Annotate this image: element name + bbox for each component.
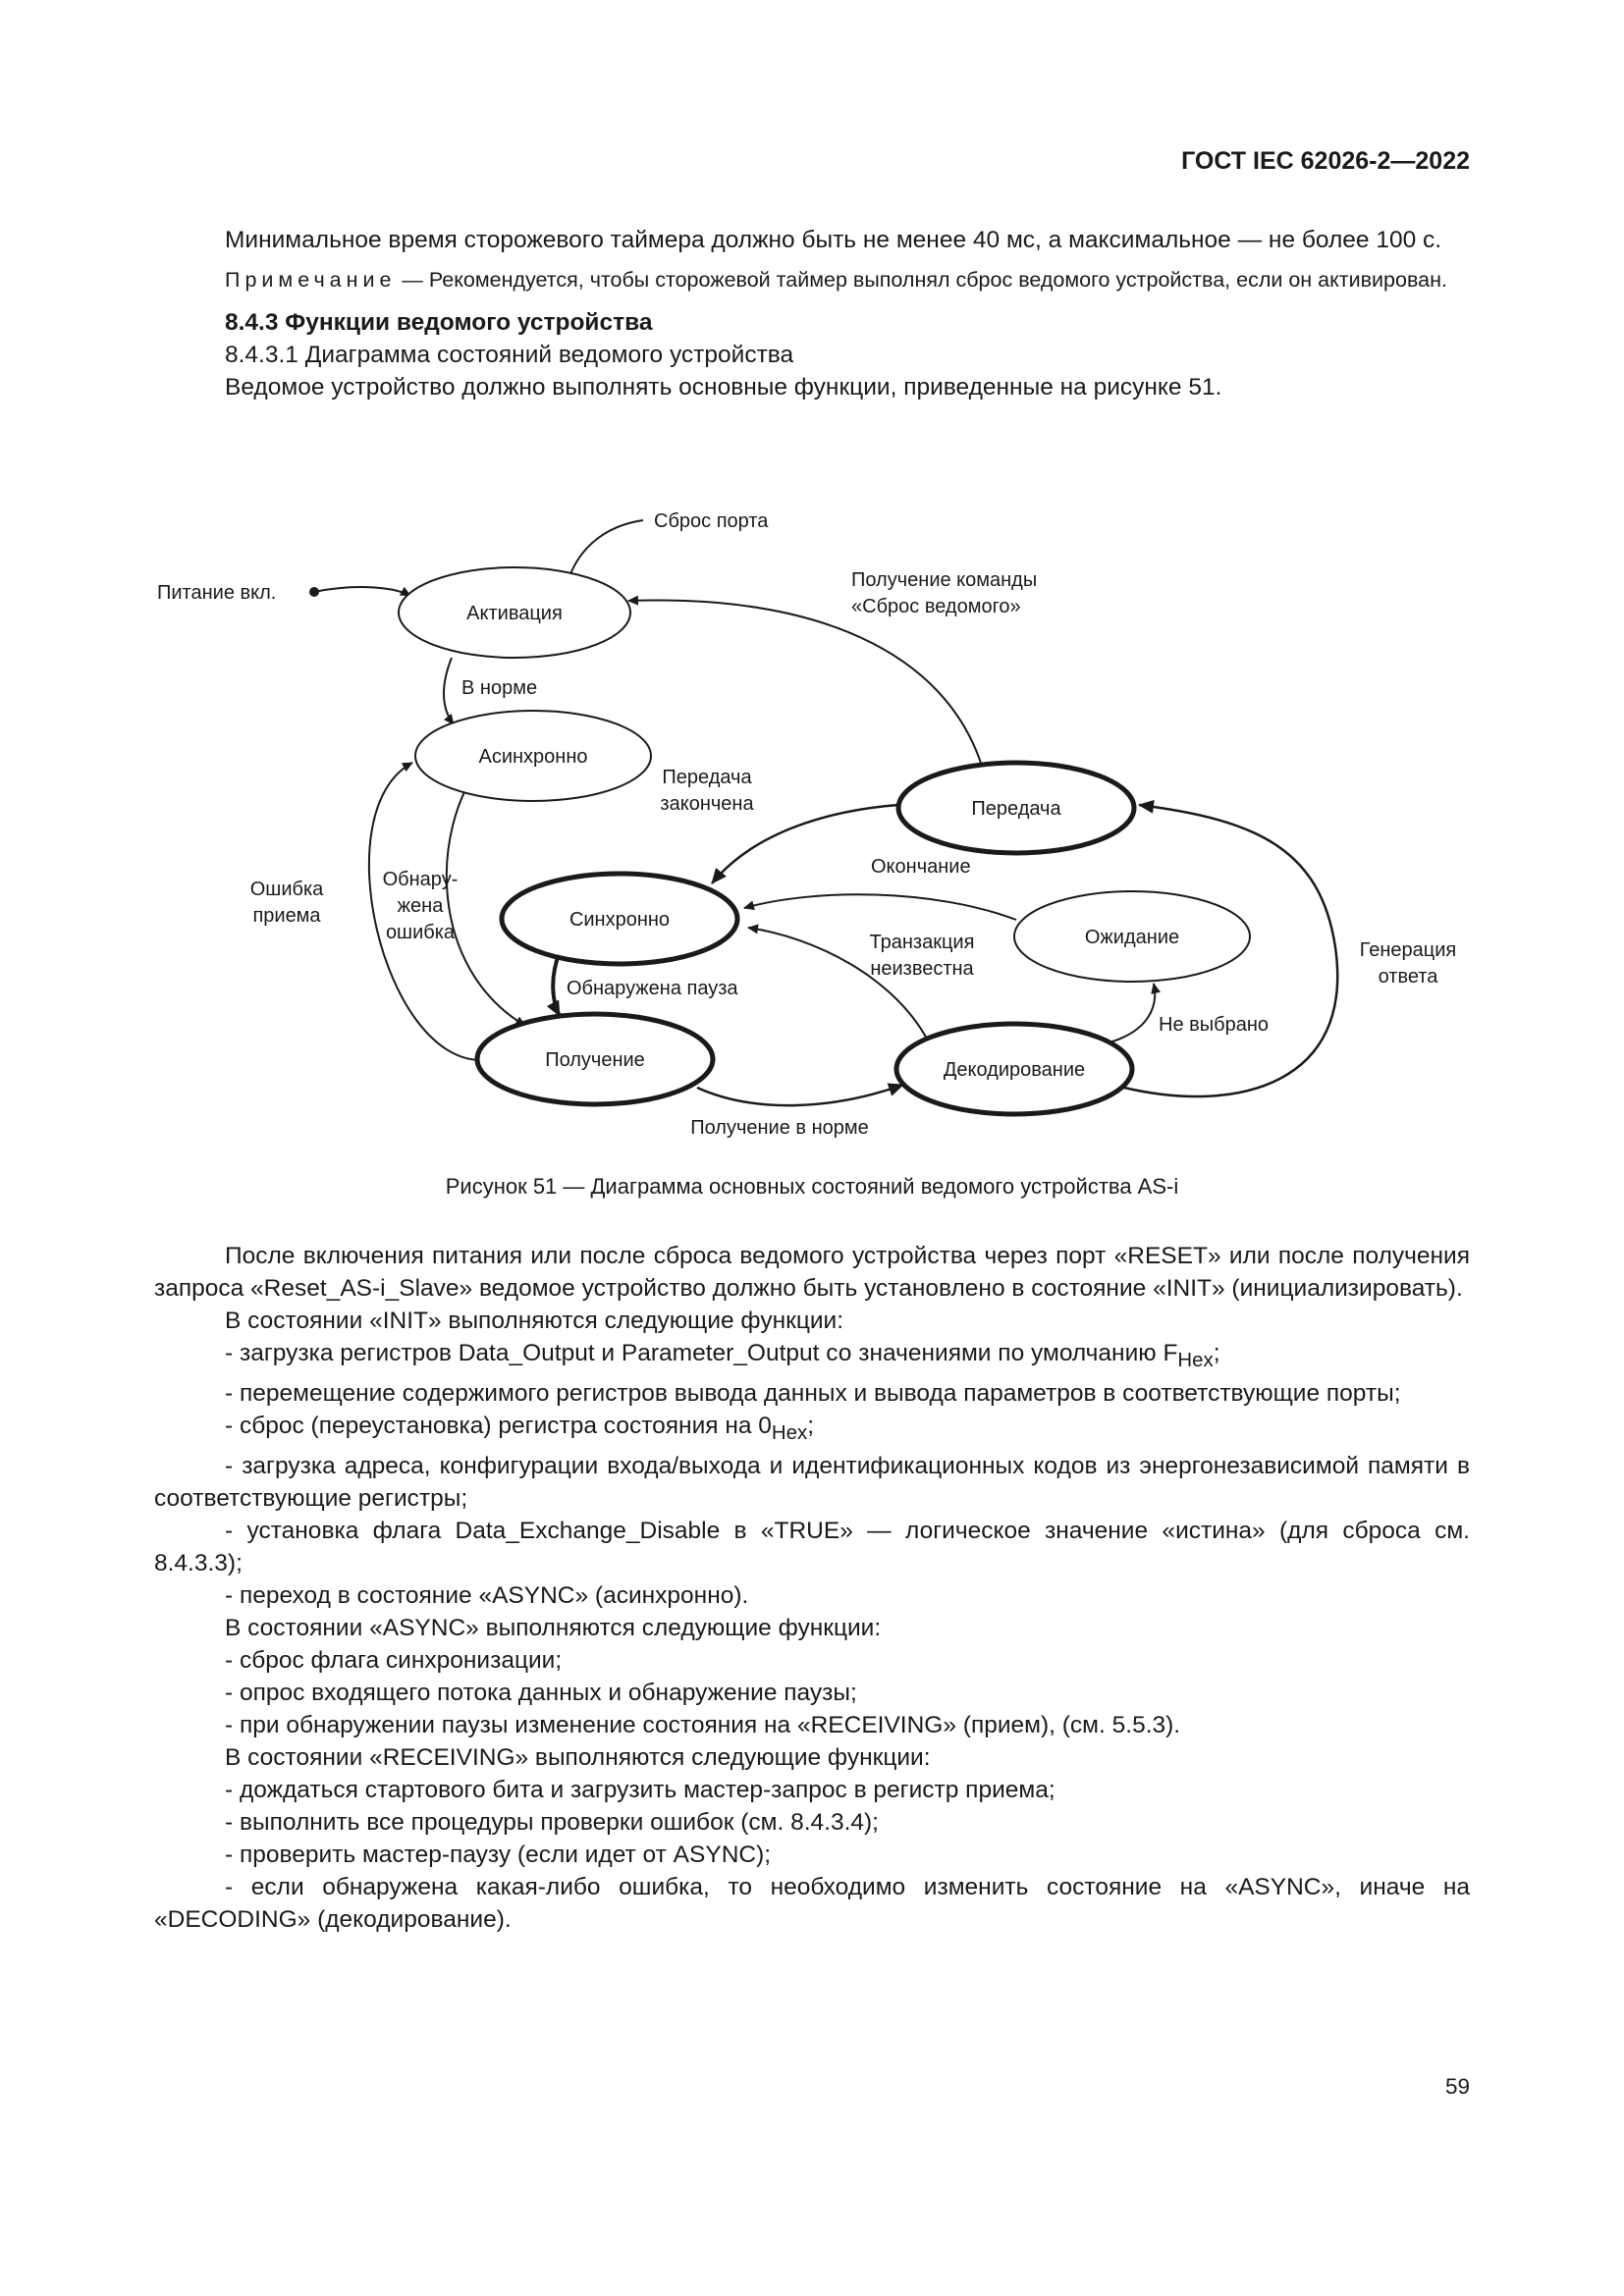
list-item: - загрузка регистров Data_Output и Parameter_Output со значениями по умолчанию $F_{Hex}$; [225,1340,1220,1371]
label-gen-resp-2: ответа [1378,966,1438,988]
list-item: - опрос входящего потока данных и обнаружение паузы; [225,1679,857,1706]
arrow-end [744,894,1016,920]
state-receive [477,1014,713,1104]
paragraph: В состоянии «ASYNC» выполняются следующие функции: [225,1614,882,1641]
label-end: Окончание [871,856,971,878]
label-tr-unknown-1: Транзакция [869,932,975,953]
list-item: - дождаться стартового бита и загрузить мастер-запрос в регистр приема; [225,1776,1056,1803]
label-reset-cmd-2: «Сброс ведомого» [851,596,1021,617]
list-item: - сброс (переустановка) регистра состояния на $0_{Hex}$; [225,1412,815,1444]
label-gen-resp-1: Генерация [1359,939,1457,961]
svg-text:Декодирование: Декодирование [943,1059,1086,1081]
body-section [154,1240,1470,1936]
list-item: - при обнаружении паузы изменение состояния на «RECEIVING» (прием), (см. 5.5.3). [225,1711,1181,1738]
svg-text:Активация: Активация [466,603,563,624]
list-item: - проверить мастер-паузу (если идет от ASYNC); [225,1841,772,1868]
list-item: - установка флага Data_Exchange_Disable в «TRUE» — логическое значение «истина» (для сброса см. 8.4.3.3); [154,1517,1470,1576]
list-item: - если обнаружена какая-либо ошибка, то необходимо изменить состояние на «ASYNC», иначе на «DECODING» (декодирование). [154,1873,1470,1933]
paragraph: В состоянии «INIT» выполняются следующие функции: [225,1308,844,1334]
label-err-found-2: жена [397,895,444,917]
note-label: Примечание [225,268,397,292]
arrow-reset-port [568,520,643,582]
svg-text:Получение: Получение [545,1049,645,1071]
state-wait [1014,891,1250,982]
svg-text:Синхронно: Синхронно [568,909,671,931]
paragraph: В состоянии «RECEIVING» выполняются следующие функции: [225,1743,931,1771]
label-err-found-1: Обнару- [382,869,459,890]
svg-text:Асинхронно: Асинхронно [478,746,588,768]
label-not-selected: Не выбрано [1159,1014,1269,1036]
label-err-rx-2: приема [252,905,321,927]
section-title: 8.4.3 Функции ведомого устройства [225,309,653,336]
label-tx-done-2: закончена [660,793,754,815]
state-sync [502,874,737,964]
label-err-rx-1: Ошибка [249,879,324,900]
subsection-title: 8.4.3.1 Диаграмма состояний ведомого устройства [225,342,794,368]
intro-section [154,224,1470,403]
list-item: - перемещение содержимого регистров вывода данных и вывода параметров в соответствующие порты; [225,1379,1401,1407]
note [154,266,1470,294]
list-item: - сброс флага синхронизации; [225,1646,563,1674]
arrow-reset-cmd [628,601,984,773]
arrow-power-on [314,587,410,596]
arrow-rx-ok [697,1085,903,1105]
arrow-pause-found [553,952,560,1016]
note-text: — Рекомендуется, чтобы сторожевой таймер выполнял сброс ведомого устройства, если он активирован. [396,268,1447,292]
label-reset-port: Сброс порта [654,510,769,532]
svg-text:Передача: Передача [971,798,1061,820]
state-activation [399,567,630,658]
label-reset-cmd-1: Получение команды [851,569,1038,591]
label-pause-found: Обнаружена пауза [567,978,738,999]
figure-caption: Рисунок 51 — Диаграмма основных состояний ведомого устройства AS-i [445,1174,1179,1199]
arrow-normal [444,658,454,724]
svg-text:Ожидание: Ожидание [1084,927,1180,948]
label-tr-unknown-2: неизвестна [870,958,974,980]
label-tx-done-1: Передача [662,767,752,788]
paragraph: Ведомое устройство должно выполнять основные функции, приведенные на рисунке 51. [225,374,1222,400]
list-item: - переход в состояние «ASYNC» (асинхронно). [225,1581,749,1609]
state-async [415,711,651,801]
page-number: 59 [1444,2074,1470,2099]
state-diagram [147,496,1492,1163]
label-power-on: Питание вкл. [157,582,277,604]
list-item: - выполнить все процедуры проверки ошибок (см. 8.4.3.4); [225,1808,879,1836]
state-decode [896,1024,1132,1114]
paragraph: После включения питания или после сброса ведомого устройства через порт «RESET» или после получения запроса «Reset_AS-i_Slave» ведомое устройство должно быть установлено в состояние «INIT» (инициализировать). [154,1243,1470,1302]
paragraph: Минимальное время сторожевого таймера должно быть не менее 40 мс, а максимальное — не более 100 с. [225,227,1442,253]
label-normal: В норме [461,677,538,699]
list-item: - загрузка адреса, конфигурации входа/выхода и идентификационных кодов из энергонезависимой памяти в соответствующие регистры; [154,1452,1470,1512]
document-header: ГОСТ IEC 62026-2—2022 [1181,147,1470,175]
label-rx-ok: Получение в норме [690,1117,869,1139]
arrow-not-selected [1110,984,1155,1042]
state-transmit [898,763,1134,853]
label-err-found-3: ошибка [385,922,456,943]
